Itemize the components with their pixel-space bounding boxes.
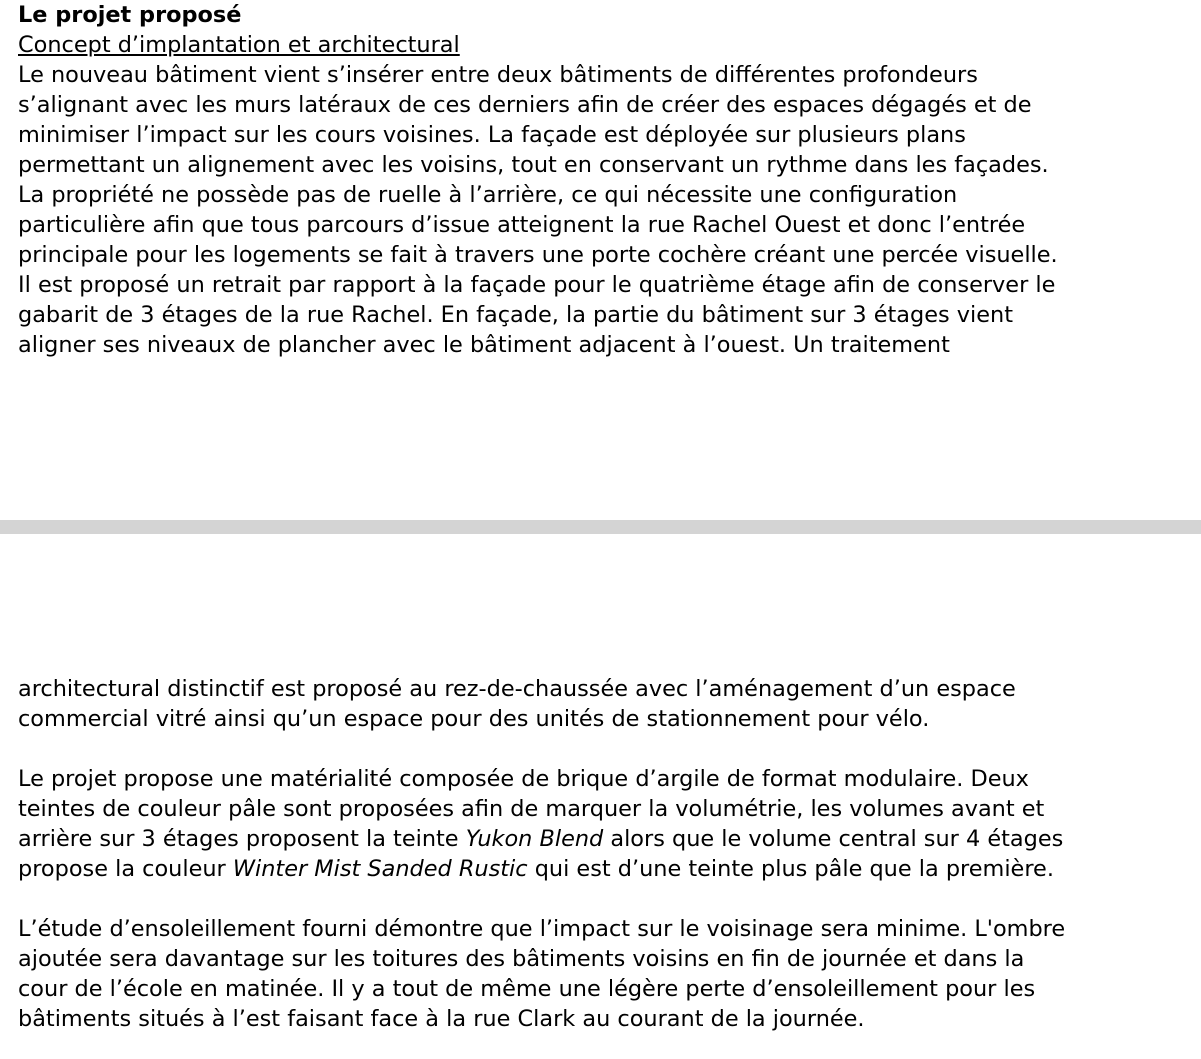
text-line: architectural distinctif est proposé au rez-de-chaussée avec l’aménagement d’un espace — [18, 676, 1016, 702]
text-run: propose la couleur — [18, 856, 233, 882]
text-line: ajoutée sera davantage sur les toitures des bâtiments voisins en fin de journée et dans la — [18, 946, 1025, 972]
text-line: cour de l’école en matinée. Il y a tout de même une légère perte d’ensoleillement pour les — [18, 976, 1036, 1002]
section-heading: Le projet proposé — [18, 2, 242, 28]
text-line: Il est proposé un retrait par rapport à la façade pour le quatrième étage afin de conserver le — [18, 272, 1056, 298]
brick-color-name: Yukon Blend — [465, 826, 604, 852]
text-run: arrière sur 3 étages proposent la teinte — [18, 826, 466, 852]
text-line: bâtiments situés à l’est faisant face à la rue Clark au courant de la journée. — [18, 1006, 865, 1032]
document-page-2 — [0, 534, 1201, 1059]
paragraph-implantation — [18, 60, 1188, 360]
page-1-content — [18, 0, 1188, 360]
text-line — [18, 824, 1188, 854]
text-line: s’alignant avec les murs latéraux de ces derniers afin de créer des espaces dégagés et de — [18, 92, 1032, 118]
text-line: aligner ses niveaux de plancher avec le bâtiment adjacent à l’ouest. Un traitement — [18, 332, 950, 358]
paragraph-sunlight-study — [18, 914, 1188, 1034]
section-subheading: Concept d’implantation et architectural — [18, 32, 460, 58]
text-line: commercial vitré ainsi qu’un espace pour des unités de stationnement pour vélo. — [18, 706, 930, 732]
text-line: gabarit de 3 étages de la rue Rachel. En façade, la partie du bâtiment sur 3 étages vient — [18, 302, 1014, 328]
paragraph-spacer — [18, 734, 1188, 764]
paragraph-continuation — [18, 674, 1188, 734]
text-line — [18, 854, 1188, 884]
text-line: particulière afin que tous parcours d’issue atteignent la rue Rachel Ouest et donc l’entrée — [18, 212, 1026, 238]
text-line: Le projet propose une matérialité composée de brique d’argile de format modulaire. Deux — [18, 766, 1029, 792]
paragraph-materiality — [18, 764, 1188, 884]
text-run: alors que le volume central sur 4 étages — [603, 826, 1064, 852]
text-line: minimiser l’impact sur les cours voisines. La façade est déployée sur plusieurs plans — [18, 122, 966, 148]
page-separator — [0, 520, 1201, 534]
text-run: qui est d’une teinte plus pâle que la première. — [527, 856, 1054, 882]
text-line: permettant un alignement avec les voisins, tout en conservant un rythme dans les façades. — [18, 152, 1049, 178]
document-page-1 — [0, 0, 1201, 520]
brick-color-name: Winter Mist Sanded Rustic — [232, 856, 528, 882]
paragraph-spacer — [18, 884, 1188, 914]
text-line: La propriété ne possède pas de ruelle à l’arrière, ce qui nécessite une configuration — [18, 182, 958, 208]
page-2-content — [18, 674, 1188, 1034]
text-line: Le nouveau bâtiment vient s’insérer entre deux bâtiments de différentes profondeurs — [18, 62, 978, 88]
text-line: principale pour les logements se fait à travers une porte cochère créant une percée visuelle. — [18, 242, 1058, 268]
text-line: teintes de couleur pâle sont proposées afin de marquer la volumétrie, les volumes avant et — [18, 796, 1045, 822]
text-line: L’étude d’ensoleillement fourni démontre que l’impact sur le voisinage sera minime. L'ombre — [18, 916, 1066, 942]
